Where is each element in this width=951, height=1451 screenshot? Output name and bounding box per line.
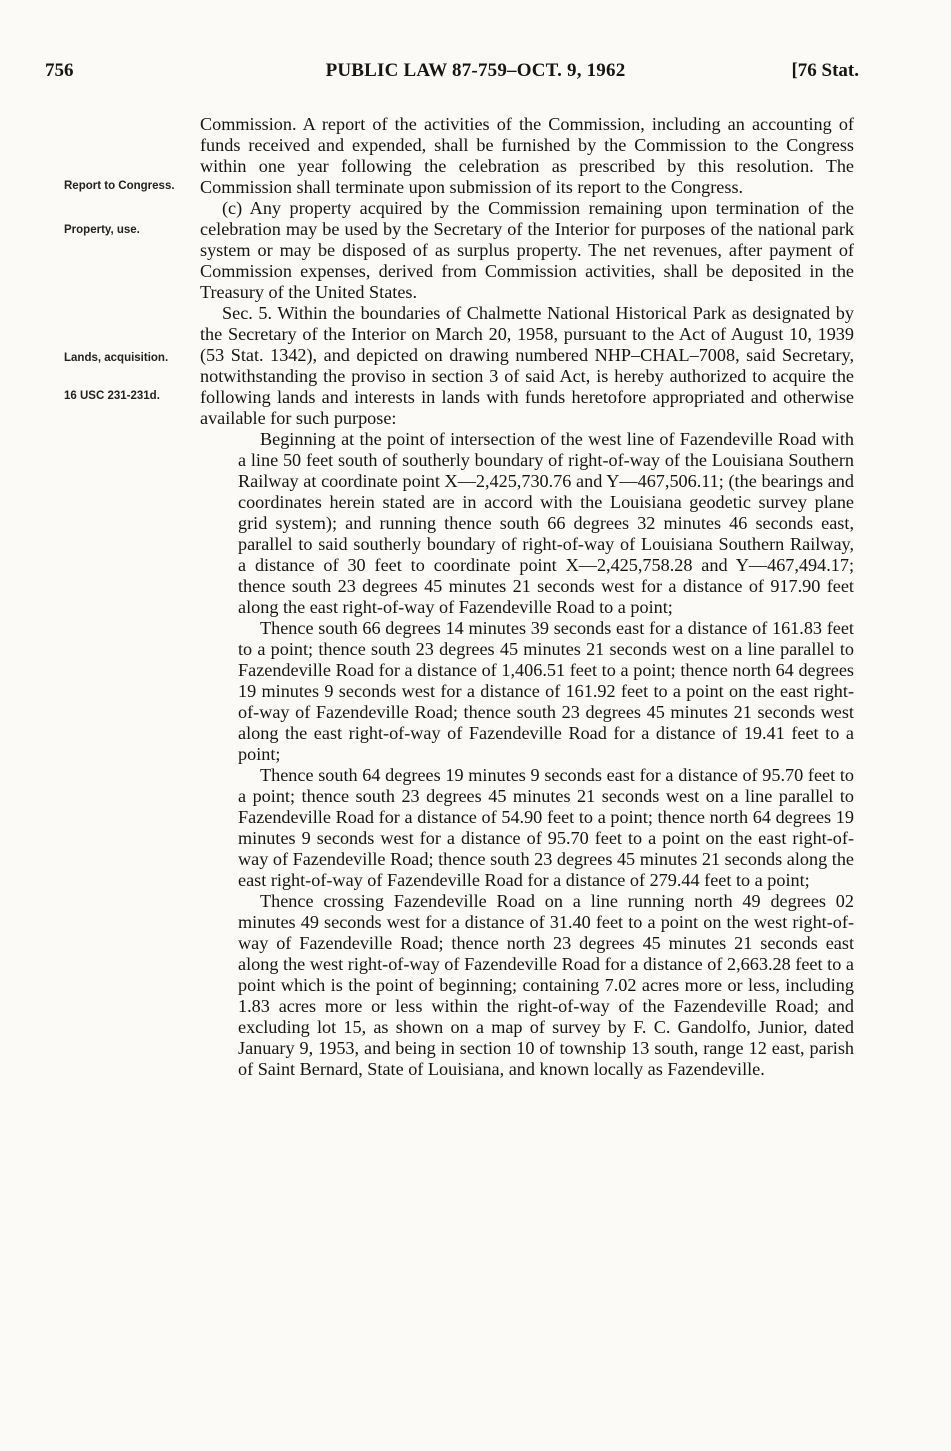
- paragraph-beginning: Beginning at the point of intersection of the west line of Fazendeville Road with a line 50 feet south of southerly boundary of right-of-way of the Louisiana Southern Railway at coordinate point X—2,425,730.76 and Y—467,506.11; (the bearings and coordinates herein stated are in accord with the Louisiana geodetic survey plane grid system); and running thence south 66 degrees 32 minutes 46 seconds east, parallel to said southerly boundary of right-of-way of Louisiana Southern Railway, a distance of 30 feet to coordinate point X—2,425,758.28 and Y—467,494.17; thence south 23 degrees 45 minutes 21 seconds west for a distance of 917.90 feet along the east right-of-way of Fazendeville Road to a point;: [238, 429, 854, 617]
- paragraph-thence-1: Thence south 66 degrees 14 minutes 39 seconds east for a distance of 161.83 feet to a point; thence south 23 degrees 45 minutes 21 seconds west on a line parallel to Fazendeville Road for a distance of 1,406.51 feet to a point; thence north 64 degrees 19 minutes 9 seconds west for a distance of 161.92 feet to a point on the east right-of-way of Fazendeville Road; thence south 23 degrees 45 minutes 21 seconds west along the east right-of-way of Fazendeville Road for a distance of 19.41 feet to a point;: [238, 618, 854, 764]
- paragraph-thence-3: Thence crossing Fazendeville Road on a line running north 49 degrees 02 minutes 49 seconds west for a distance of 31.40 feet to a point on the west right-of-way of Fazendeville Road; thence north 23 degrees 45 minutes 21 seconds east along the west right-of-way of Fazendeville Road for a distance of 2,663.28 feet to a point which is the point of beginning; containing 7.02 acres more or less, including 1.83 acres more or less within the right-of-way of the Fazendeville Road; and excluding lot 15, as shown on a map of survey by F. C. Gandolfo, Junior, dated January 9, 1953, and being in section 10 of township 13 south, range 12 east, parish of Saint Bernard, State of Louisiana, and known locally as Fazendeville.: [238, 891, 854, 1079]
- paragraph-report: Commission. A report of the activities of the Commission, including an accounting of funds received and expended, shall be furnished by the Commission to the Congress within one year following the celebration as prescribed by this resolution. The Commission shall terminate upon submission of its report to the Congress.: [200, 114, 854, 197]
- page-number: 756: [45, 60, 74, 81]
- running-title: PUBLIC LAW 87-759–OCT. 9, 1962: [325, 60, 626, 81]
- body-text: [200, 114, 854, 1080]
- page-header: [0, 60, 951, 90]
- paragraph-property: (c) Any property acquired by the Commission remaining upon termination of the celebration may be used by the Secretary of the Interior for purposes of the national park system or may be disposed of as surplus property. The net revenues, after payment of Commission expenses, derived from Commission activities, shall be deposited in the Treasury of the United States.: [200, 198, 854, 302]
- margin-note-usc: 16 USC 231-231d.: [64, 390, 160, 402]
- margin-note-lands: Lands, acquisition.: [64, 352, 169, 364]
- paragraph-section-5: Sec. 5. Within the boundaries of Chalmette National Historical Park as designated by the Secretary of the Interior on March 20, 1958, pursuant to the Act of August 10, 1939 (53 Stat. 1342), and depicted on drawing numbered NHP–CHAL–7008, said Secretary, notwithstanding the proviso in section 3 of said Act, is hereby authorized to acquire the following lands and interests in lands with funds heretofore appropriated and otherwise available for such purpose:: [200, 303, 854, 428]
- volume-citation: [76 Stat.: [791, 60, 859, 81]
- margin-note-report: Report to Congress.: [64, 180, 175, 192]
- paragraph-thence-2: Thence south 64 degrees 19 minutes 9 seconds east for a distance of 95.70 feet to a point; thence south 23 degrees 45 minutes 21 seconds west on a line parallel to Fazendeville Road for a distance of 54.90 feet to a point; thence north 64 degrees 19 minutes 9 seconds west for a distance of 95.70 feet to a point on the east right-of-way of Fazendeville Road; thence south 23 degrees 45 minutes 21 seconds along the east right-of-way of Fazendeville Road for a distance of 279.44 feet to a point;: [238, 765, 854, 890]
- margin-note-property: Property, use.: [64, 224, 140, 236]
